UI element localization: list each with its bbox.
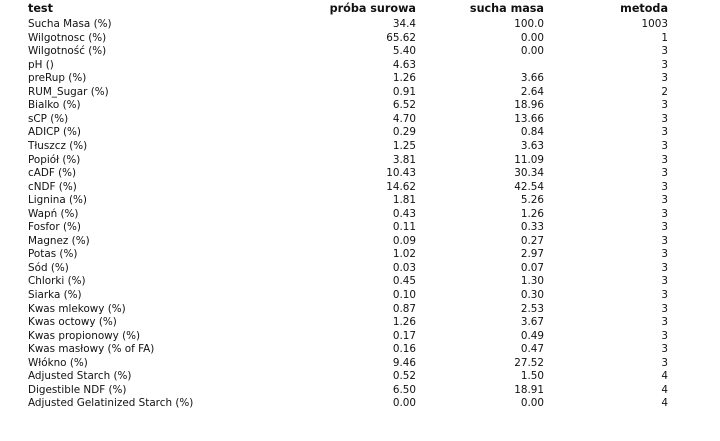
row-raw-value: 1.25 xyxy=(392,139,416,152)
table-row xyxy=(28,181,668,195)
row-raw-value: 0.03 xyxy=(392,261,416,274)
row-test-name: Chlorki (%) xyxy=(28,275,86,288)
row-dry-value: 0.30 xyxy=(520,289,544,301)
row-raw-value: 4.63 xyxy=(392,58,416,71)
row-method: 3 xyxy=(661,58,668,71)
table-row xyxy=(28,99,668,113)
row-test-name: Bialko (%) xyxy=(28,99,81,112)
row-raw-value: 0.43 xyxy=(392,207,416,220)
table-row xyxy=(28,194,668,208)
row-method: 3 xyxy=(661,207,668,220)
row-dry-value: 30.34 xyxy=(514,167,544,180)
row-method: 3 xyxy=(661,112,668,125)
table-body xyxy=(28,18,668,411)
results-table xyxy=(28,2,668,411)
row-method: 1003 xyxy=(641,18,668,31)
row-test-name: Tłuszcz (%) xyxy=(28,139,88,152)
table-row xyxy=(28,235,668,249)
row-raw-value: 14.62 xyxy=(386,180,416,193)
row-method: 3 xyxy=(661,221,668,234)
row-raw-value: 0.11 xyxy=(392,221,416,234)
row-test-name: Siarka (%) xyxy=(28,289,82,301)
row-dry-value: 2.64 xyxy=(520,85,544,98)
row-method: 4 xyxy=(661,397,668,410)
row-dry-value: 100.0 xyxy=(514,18,544,31)
row-method: 3 xyxy=(661,153,668,166)
row-method: 3 xyxy=(661,45,668,58)
row-dry-value: 3.66 xyxy=(520,72,544,85)
table-row xyxy=(28,18,668,32)
row-method: 3 xyxy=(661,302,668,315)
row-raw-value: 0.16 xyxy=(392,343,416,356)
row-method: 3 xyxy=(661,167,668,180)
row-raw-value: 0.10 xyxy=(392,289,416,301)
row-test-name: Adjusted Gelatinized Starch (%) xyxy=(28,397,194,410)
row-raw-value: 4.70 xyxy=(392,112,416,125)
row-dry-value: 1.30 xyxy=(520,275,544,288)
header-row xyxy=(28,2,668,18)
row-method: 3 xyxy=(661,316,668,329)
row-test-name: ADICP (%) xyxy=(28,126,81,139)
row-dry-value: 1.26 xyxy=(520,207,544,220)
table-row xyxy=(28,384,668,398)
row-raw-value: 5.40 xyxy=(392,45,416,58)
row-method: 3 xyxy=(661,234,668,247)
row-test-name: Adjusted Starch (%) xyxy=(28,370,132,383)
table-row xyxy=(28,262,668,276)
row-method: 4 xyxy=(661,383,668,396)
row-raw-value: 0.87 xyxy=(392,302,416,315)
header-method: metoda xyxy=(620,2,668,15)
table-row xyxy=(28,140,668,154)
row-dry-value xyxy=(416,59,544,73)
row-method: 3 xyxy=(661,139,668,152)
row-raw-value: 0.52 xyxy=(392,370,416,383)
row-test-name: pH () xyxy=(28,58,54,71)
row-test-name: Wilgotność (%) xyxy=(28,45,107,58)
row-test-name: Potas (%) xyxy=(28,248,78,261)
row-dry-value: 0.33 xyxy=(520,221,544,234)
table-row xyxy=(28,302,668,316)
table-row xyxy=(28,370,668,384)
row-dry-value: 27.52 xyxy=(514,356,544,369)
row-method: 2 xyxy=(661,85,668,98)
table-row xyxy=(28,397,668,411)
row-test-name: Kwas mlekowy (%) xyxy=(28,302,126,315)
row-dry-value: 2.97 xyxy=(520,248,544,261)
row-dry-value: 0.00 xyxy=(520,397,544,410)
row-test-name: Sód (%) xyxy=(28,261,69,274)
row-method: 3 xyxy=(661,356,668,369)
row-method: 3 xyxy=(661,261,668,274)
table-row xyxy=(28,316,668,330)
row-test-name: Popiół (%) xyxy=(28,153,81,166)
header-raw-sample: próba surowa xyxy=(329,2,416,15)
row-dry-value: 0.27 xyxy=(520,234,544,247)
row-dry-value: 3.63 xyxy=(520,139,544,152)
table-row xyxy=(28,208,668,222)
table-row xyxy=(28,275,668,289)
row-method: 3 xyxy=(661,275,668,288)
header-test: test xyxy=(28,2,53,15)
row-method: 3 xyxy=(661,99,668,112)
row-test-name: Fosfor (%) xyxy=(28,221,81,234)
row-test-name: Kwas propionowy (%) xyxy=(28,329,141,342)
table-row xyxy=(28,153,668,167)
table-row xyxy=(28,330,668,344)
row-raw-value: 0.91 xyxy=(392,85,416,98)
table-row xyxy=(28,221,668,235)
row-test-name: Lignina (%) xyxy=(28,194,87,207)
table-row xyxy=(28,113,668,127)
row-dry-value: 0.84 xyxy=(520,126,544,139)
row-raw-value: 6.50 xyxy=(392,383,416,396)
row-raw-value: 0.00 xyxy=(392,397,416,410)
table-row xyxy=(28,248,668,262)
row-raw-value: 0.29 xyxy=(392,126,416,139)
table-row xyxy=(28,86,668,100)
row-raw-value: 0.17 xyxy=(392,329,416,342)
row-dry-value: 0.00 xyxy=(520,31,544,44)
table-row xyxy=(28,167,668,181)
table-header xyxy=(28,2,668,18)
row-raw-value: 0.45 xyxy=(392,275,416,288)
row-dry-value: 0.07 xyxy=(520,261,544,274)
row-dry-value: 18.91 xyxy=(514,383,544,396)
row-dry-value: 0.00 xyxy=(520,45,544,58)
header-dry-matter: sucha masa xyxy=(469,2,544,15)
row-raw-value: 6.52 xyxy=(392,99,416,112)
row-method: 3 xyxy=(661,289,668,301)
row-method: 3 xyxy=(661,126,668,139)
row-method: 1 xyxy=(661,31,668,44)
row-test-name: Włókno (%) xyxy=(28,356,88,369)
row-dry-value: 42.54 xyxy=(514,180,544,193)
table-row xyxy=(28,343,668,357)
row-dry-value: 0.49 xyxy=(520,329,544,342)
row-method: 4 xyxy=(661,370,668,383)
row-test-name: Sucha Masa (%) xyxy=(28,18,112,31)
row-test-name: Wapń (%) xyxy=(28,207,79,220)
row-raw-value: 0.09 xyxy=(392,234,416,247)
row-test-name: Wilgotnosc (%) xyxy=(28,31,107,44)
row-dry-value: 2.53 xyxy=(520,302,544,315)
row-raw-value: 3.81 xyxy=(392,153,416,166)
table-row xyxy=(28,126,668,140)
row-method: 3 xyxy=(661,343,668,356)
row-raw-value: 34.4 xyxy=(392,18,416,31)
row-method: 3 xyxy=(661,72,668,85)
row-method: 3 xyxy=(661,180,668,193)
table-row xyxy=(28,32,668,46)
table-row xyxy=(28,72,668,86)
row-raw-value: 65.62 xyxy=(386,31,416,44)
table-row xyxy=(28,289,668,303)
row-raw-value: 1.26 xyxy=(392,316,416,329)
row-test-name: cNDF (%) xyxy=(28,180,77,193)
row-raw-value: 1.02 xyxy=(392,248,416,261)
row-dry-value: 3.67 xyxy=(520,316,544,329)
table-row xyxy=(28,45,668,59)
table-row xyxy=(28,59,668,73)
row-raw-value: 1.81 xyxy=(392,194,416,207)
row-raw-value: 10.43 xyxy=(386,167,416,180)
row-method: 3 xyxy=(661,194,668,207)
row-test-name: Kwas masłowy (% of FA) xyxy=(28,343,155,356)
row-method: 3 xyxy=(661,248,668,261)
row-dry-value: 11.09 xyxy=(514,153,544,166)
row-dry-value: 0.47 xyxy=(520,343,544,356)
row-dry-value: 18.96 xyxy=(514,99,544,112)
row-test-name: cADF (%) xyxy=(28,167,77,180)
row-test-name: RUM_Sugar (%) xyxy=(28,85,109,98)
row-test-name: Magnez (%) xyxy=(28,234,90,247)
row-test-name: Digestible NDF (%) xyxy=(28,383,127,396)
row-raw-value: 1.26 xyxy=(392,72,416,85)
row-dry-value: 1.50 xyxy=(520,370,544,383)
row-test-name: Kwas octowy (%) xyxy=(28,316,117,329)
row-dry-value: 5.26 xyxy=(520,194,544,207)
row-method: 3 xyxy=(661,329,668,342)
table-row xyxy=(28,357,668,371)
row-test-name: sCP (%) xyxy=(28,112,69,125)
row-dry-value: 13.66 xyxy=(514,112,544,125)
row-raw-value: 9.46 xyxy=(392,356,416,369)
row-test-name: preRup (%) xyxy=(28,72,87,85)
